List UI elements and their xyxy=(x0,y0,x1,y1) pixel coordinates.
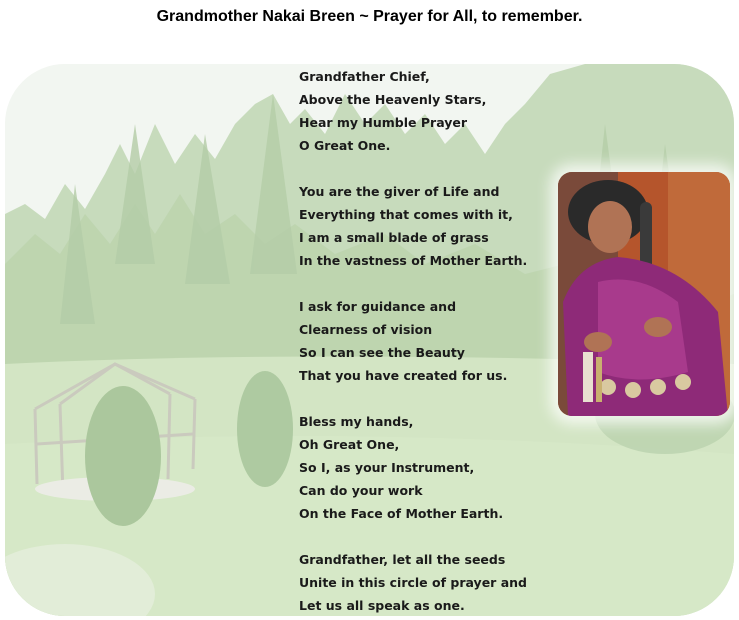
poem-line: I ask for guidance and xyxy=(299,299,457,314)
poem-line: Unite in this circle of prayer and xyxy=(299,575,527,590)
poem-line: Oh Great One, xyxy=(299,437,400,452)
poem-line: I am a small blade of grass xyxy=(299,230,489,245)
poem-line: Bless my hands, xyxy=(299,414,414,429)
poem-line: Grandfather, let all the seeds xyxy=(299,552,506,567)
poem-line: O Great One. xyxy=(299,138,391,153)
portrait-figure xyxy=(558,172,730,416)
poem-line: That you have created for us. xyxy=(299,368,508,383)
poem-line: Let us all speak as one. xyxy=(299,598,465,613)
page-title: Grandmother Nakai Breen ~ Prayer for All, to remember. xyxy=(156,8,583,25)
poem-line: So I can see the Beauty xyxy=(299,345,465,360)
poem-stanza xyxy=(299,410,527,525)
poem-line: Clearness of vision xyxy=(299,322,433,337)
poem-line: In the vastness of Mother Earth. xyxy=(299,253,528,268)
poem-line: Above the Heavenly Stars, xyxy=(299,92,487,107)
grandmother-photo xyxy=(558,172,730,416)
poem-line: On the Face of Mother Earth. xyxy=(299,506,504,521)
poem-stanza xyxy=(299,548,527,617)
poem-line: Hear my Humble Prayer xyxy=(299,115,468,130)
poem-line: You are the giver of Life and xyxy=(299,184,500,199)
prayer-poem xyxy=(299,65,527,617)
poem-line: Grandfather Chief, xyxy=(299,69,430,84)
poem-line: So I, as your Instrument, xyxy=(299,460,475,475)
poem-stanza xyxy=(299,295,527,387)
poem-line: Can do your work xyxy=(299,483,423,498)
poem-line: Everything that comes with it, xyxy=(299,207,513,222)
poem-stanza xyxy=(299,65,527,157)
poem-stanza xyxy=(299,180,527,272)
